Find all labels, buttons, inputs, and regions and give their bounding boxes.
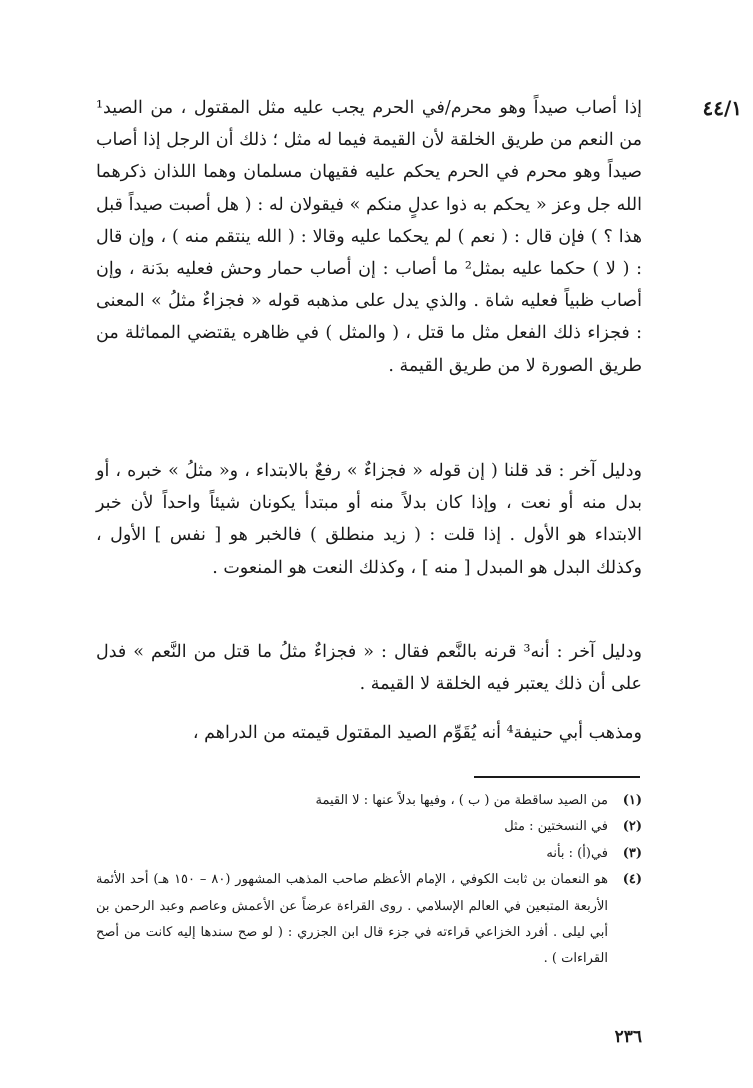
footnote-3 <box>96 841 642 867</box>
paragraph-text: ودليل آخر : أنه³ قرنه بالنَّعم فقال : « فجزاءٌ مثلُ ما قتل من النَّعم » فدل على أن ذلك يعتبر فيه الخلقة لا القيمة . <box>96 642 643 695</box>
paragraph-text: ودليل آخر : قد قلنا ( إن قوله « فجزاءٌ » رفعٌ بالابتداء ، و« مثلُ » خبره ، أو بدل منه أو نعت ، وإذا كان بدلاً منه أو مبتدأ يكونان شيئاً واحداً لأن خبر الابتداء هو الأول . إذا قلت : ( زيد منطلق ) فالخبر هو [ نفس ] الأول ، وكذلك البدل هو المبدل [ منه ] ، وكذلك النعت هو المنعوت . <box>96 461 642 578</box>
footnote-number: (١) <box>622 793 642 808</box>
footnote-number: (٣) <box>622 845 642 861</box>
footnote-4 <box>96 867 642 973</box>
footnotes <box>96 788 642 973</box>
body-paragraph-1 <box>96 92 642 382</box>
body-paragraph-2 <box>96 455 642 584</box>
footnote-1 <box>96 788 642 814</box>
footnote-text: في(أ) : بأنه <box>546 845 608 861</box>
footnote-text: من الصيد ساقطة من ( ب ) ، وفيها بدلاً عنها : لا القيمة <box>315 793 608 808</box>
footnote-number: (٤) <box>622 872 642 888</box>
body-paragraph-4 <box>96 717 642 749</box>
paragraph-text: إذا أصاب صيداً وهو محرم/في الحرم يجب عليه مثل المقتول ، من الصيد¹ من النعم من طريق الخلقة لأن القيمة فيما له مثل ؛ ذلك أن الرجل إذا أصاب صيداً وهو محرم في الحرم يحكم عليه فقيهان مسلمان وهما اللذان ذكرهما الله جل وعز « يحكم به ذوا عدلٍ منكم » فيقولان له : ( هل أصبت صيداً قبل هذا ؟ ) فإن قال : ( نعم ) لم يحكما عليه وقالا : ( الله ينتقم منه ) ، وإن قال : ( لا ) حكما عليه بمثل² ما أصاب : إن أصاب حمار وحش فعليه بدَنة ، وإن أصاب ظبياً فعليه شاة . والذي يدل على مذهبه قوله « فجزاءٌ مثلُ » المعنى : فجزاء ذلك الفعل مثل ما قتل ، ( والمثل ) في ظاهره يقتضي المماثلة من طريق الصورة لا من طريق القيمة . <box>96 98 643 376</box>
footnote-text: هو النعمان بن ثابت الكوفي ، الإمام الأعظم صاحب المذهب المشهور (٨٠ – ١٥٠ هـ) أحد الأئمة الأربعة المتبعين في العالم الإسلامي . روى القراءة عرضاً عن الأعمش وعاصم وعبد الرحمن بن أبي ليلى . أفرد الخزاعي قراءته في جزء قال ابن الجزري : ( لو صح سندها إليه كانت من أصح القراءات ) . <box>96 872 609 967</box>
body-paragraph-3 <box>96 636 642 700</box>
footnote-number: (٢) <box>622 819 642 835</box>
page-number: ٢٣٦ <box>614 1027 642 1047</box>
footnote-separator <box>474 776 640 778</box>
margin-reference: ٤٤/١ <box>702 96 742 120</box>
footnote-2 <box>96 814 642 840</box>
footnote-text: في النسختين : مثل <box>504 819 608 835</box>
paragraph-text: ومذهب أبي حنيفة⁴ أنه يُقَوِّم الصيد المقتول قيمته من الدراهم ، <box>192 723 642 743</box>
